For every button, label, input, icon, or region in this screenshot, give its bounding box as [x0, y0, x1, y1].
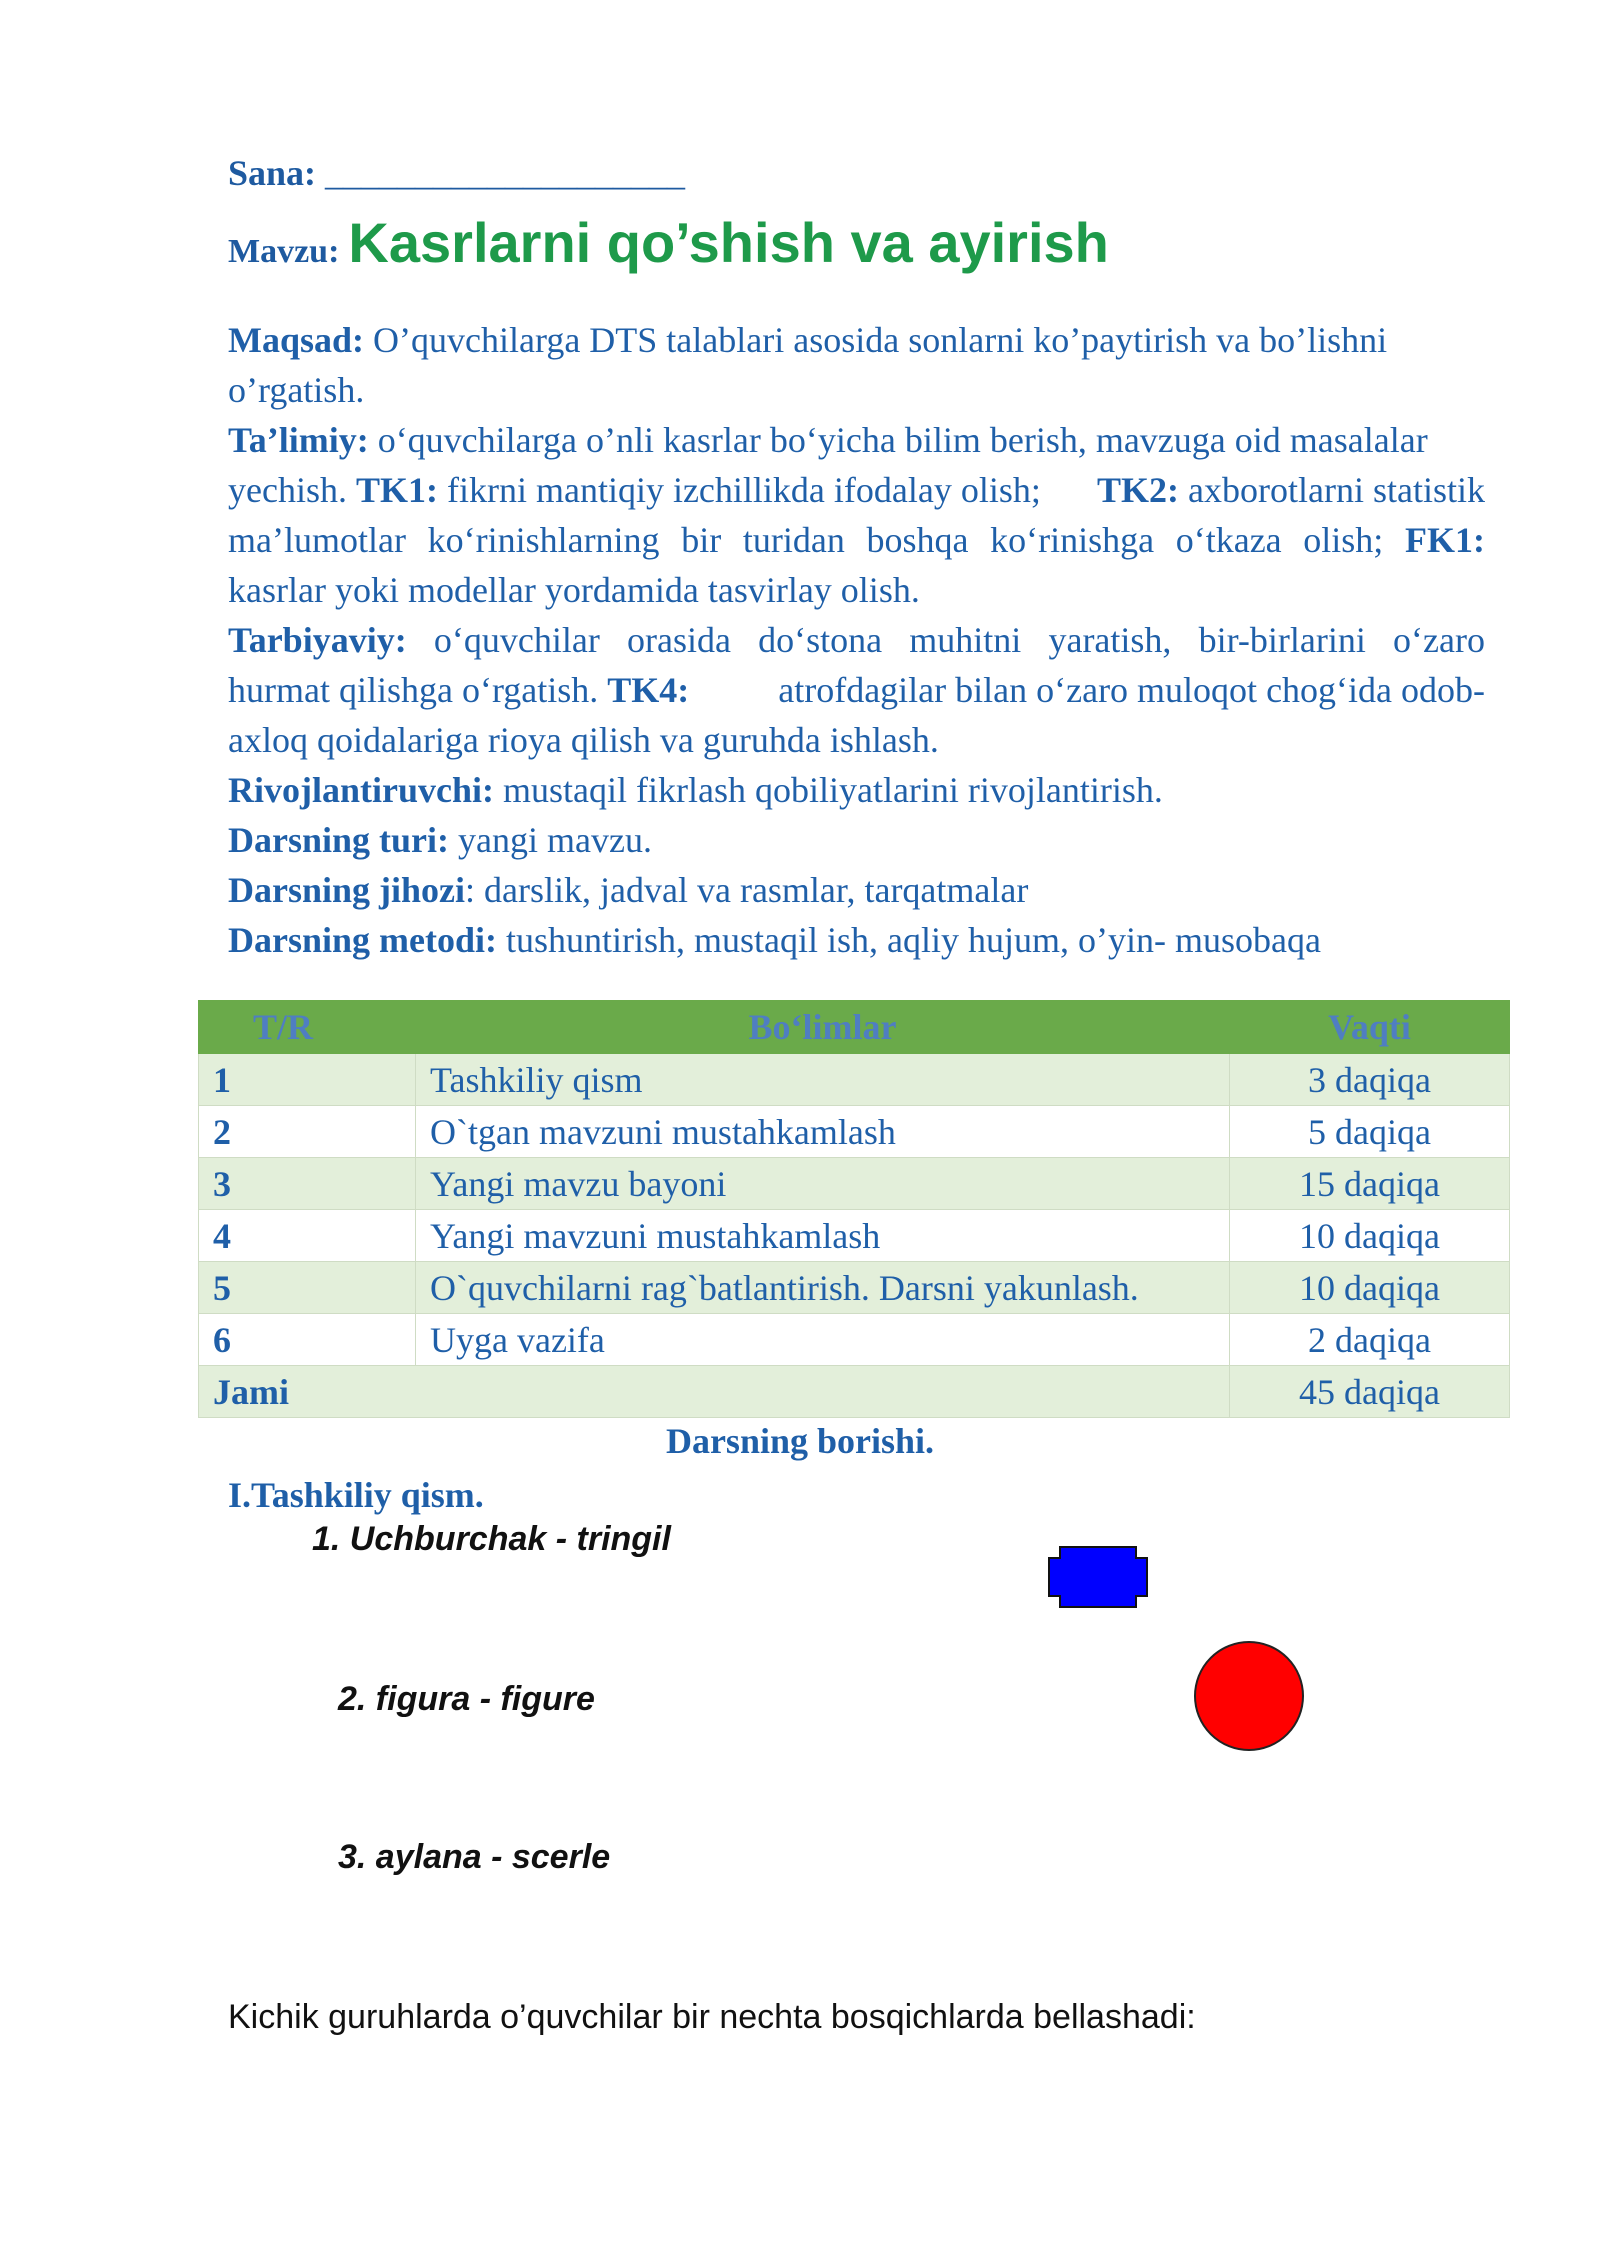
tarbiyaviy-text-b: atrofdagilar bilan o‘zaro muloqot chog‘ida odob- [778, 670, 1485, 710]
word: bir-birlarini [1198, 620, 1366, 660]
talimiy-line-4: kasrlar yoki modellar yordamida tasvirlay olish. [228, 570, 920, 610]
talimiy-text: o‘quvchilarga o’nli kasrlar bo‘yicha bilim berish, mavzuga oid masalalar [377, 420, 1428, 460]
row-time: 5 daqiqa [1230, 1106, 1510, 1158]
topic-title: Kasrlarni qo’shish va ayirish [348, 211, 1109, 274]
vocab-item-1: 1. Uchburchak - tringil [312, 1520, 671, 1558]
word: ko‘rinishga [990, 520, 1155, 560]
maqsad-label: Maqsad: [228, 320, 365, 360]
jihozi-line [228, 865, 1485, 915]
total-label: Jami [199, 1366, 1230, 1418]
table-total-row [199, 1366, 1510, 1418]
tk4-label: TK4: [607, 670, 690, 710]
table-row [199, 1262, 1510, 1314]
word: do‘stona [758, 620, 883, 660]
lesson-plan-table [198, 1000, 1510, 1418]
turi-text: yangi mavzu. [458, 820, 652, 860]
section1-heading: I.Tashkiliy qism. [228, 1475, 484, 1515]
table-row [199, 1314, 1510, 1366]
row-number: 2 [199, 1106, 416, 1158]
tk1-label: TK1: [355, 470, 438, 510]
date-label: Sana: [228, 153, 317, 193]
word: ko‘rinishlarning [427, 520, 660, 560]
topic-line [228, 208, 1109, 287]
turi-label: Darsning turi: [228, 820, 450, 860]
talimiy-line-2 [228, 465, 1485, 515]
rivoj-text: mustaqil fikrlash qobiliyatlarini rivojlantirish. [503, 770, 1163, 810]
table-header-row [199, 1001, 1510, 1054]
talimiy-label: Ta’limiy: [228, 420, 369, 460]
row-section: Yangi mavzu bayoni [416, 1158, 1230, 1210]
metodi-text: tushuntirish, mustaqil ish, aqliy hujum, o’yin- musobaqa [506, 920, 1321, 960]
row-number: 4 [199, 1210, 416, 1262]
vocab-item-3: 3. aylana - scerle [338, 1838, 611, 1876]
closing-text: Kichik guruhlarda o’quvchilar bir nechta bosqichlarda bellashadi: [228, 1998, 1196, 2036]
row-time: 10 daqiqa [1230, 1210, 1510, 1262]
word: olish; [1303, 520, 1384, 560]
word: o‘quvchilar [433, 620, 600, 660]
word: turidan [742, 520, 845, 560]
date-blank: ____________________ [325, 153, 686, 193]
metodi-line [228, 915, 1485, 965]
tk2-label: TK2: [1097, 470, 1180, 510]
row-section: Uyga vazifa [416, 1314, 1230, 1366]
word: o‘zaro [1393, 620, 1485, 660]
table-row [199, 1158, 1510, 1210]
word: o‘tkaza [1175, 520, 1282, 560]
jihozi-label: Darsning jihozi [228, 870, 466, 910]
table-row [199, 1054, 1510, 1106]
word: muhitni [909, 620, 1022, 660]
talimiy-line-1 [228, 415, 1485, 465]
word: boshqa [866, 520, 969, 560]
row-time: 15 daqiqa [1230, 1158, 1510, 1210]
turi-line [228, 815, 1485, 865]
red-circle-shape [1194, 1641, 1304, 1751]
lesson-flow-heading: Darsning borishi. [665, 1421, 935, 1461]
total-time: 45 daqiqa [1230, 1366, 1510, 1418]
date-line [228, 148, 685, 198]
maqsad-line-2: o’rgatish. [228, 370, 365, 410]
row-number: 1 [199, 1054, 416, 1106]
row-time: 10 daqiqa [1230, 1262, 1510, 1314]
row-number: 3 [199, 1158, 416, 1210]
tarbiyaviy-line-1 [228, 615, 1485, 665]
row-number: 6 [199, 1314, 416, 1366]
rivoj-label: Rivojlantiruvchi: [228, 770, 494, 810]
word: ma’lumotlar [228, 520, 406, 560]
row-section: O`tgan mavzuni mustahkamlash [416, 1106, 1230, 1158]
row-time: 2 daqiqa [1230, 1314, 1510, 1366]
header-time: Vaqti [1230, 1001, 1510, 1054]
row-section: Yangi mavzuni mustahkamlash [416, 1210, 1230, 1262]
tarbiyaviy-label: Tarbiyaviy: [228, 620, 407, 660]
maqsad-text: O’quvchilarga DTS talablari asosida sonlarni ko’paytirish va bo’lishni [373, 320, 1388, 360]
row-section: O`quvchilarni rag`batlantirish. Darsni yakunlash. [416, 1262, 1230, 1314]
row-number: 5 [199, 1262, 416, 1314]
talimiy-text-a: yechish. [228, 470, 347, 510]
header-sections: Bo‘limlar [416, 1001, 1230, 1054]
tarbiyaviy-line-2 [228, 665, 1485, 715]
vocab-item-2: 2. figura - figure [338, 1680, 595, 1718]
table-row [199, 1106, 1510, 1158]
word: bir [681, 520, 722, 560]
talimiy-text-c: axborotlarni statistik [1188, 470, 1485, 510]
header-tr: T/R [199, 1001, 416, 1054]
word: orasida [626, 620, 731, 660]
talimiy-line-3 [228, 515, 1485, 565]
metodi-label: Darsning metodi: [228, 920, 497, 960]
row-time: 3 daqiqa [1230, 1054, 1510, 1106]
word: yaratish, [1048, 620, 1172, 660]
row-section: Tashkiliy qism [416, 1054, 1230, 1106]
topic-label: Mavzu: [228, 233, 340, 270]
tarbiyaviy-text-a: hurmat qilishga o‘rgatish. [228, 670, 599, 710]
talimiy-text-b: fikrni mantiqiy izchillikda ifodalay olish; [446, 470, 1041, 510]
tarbiyaviy-line-3: axloq qoidalariga rioya qilish va guruhda ishlash. [228, 720, 939, 760]
maqsad-line-1 [228, 315, 1485, 365]
rivoj-line [228, 765, 1485, 815]
jihozi-text: : darslik, jadval va rasmlar, tarqatmalar [465, 870, 1029, 910]
table-row [199, 1210, 1510, 1262]
goals-block [228, 315, 1485, 965]
fk1-label: FK1: [1404, 520, 1485, 560]
blue-cross-shape [1048, 1546, 1148, 1608]
